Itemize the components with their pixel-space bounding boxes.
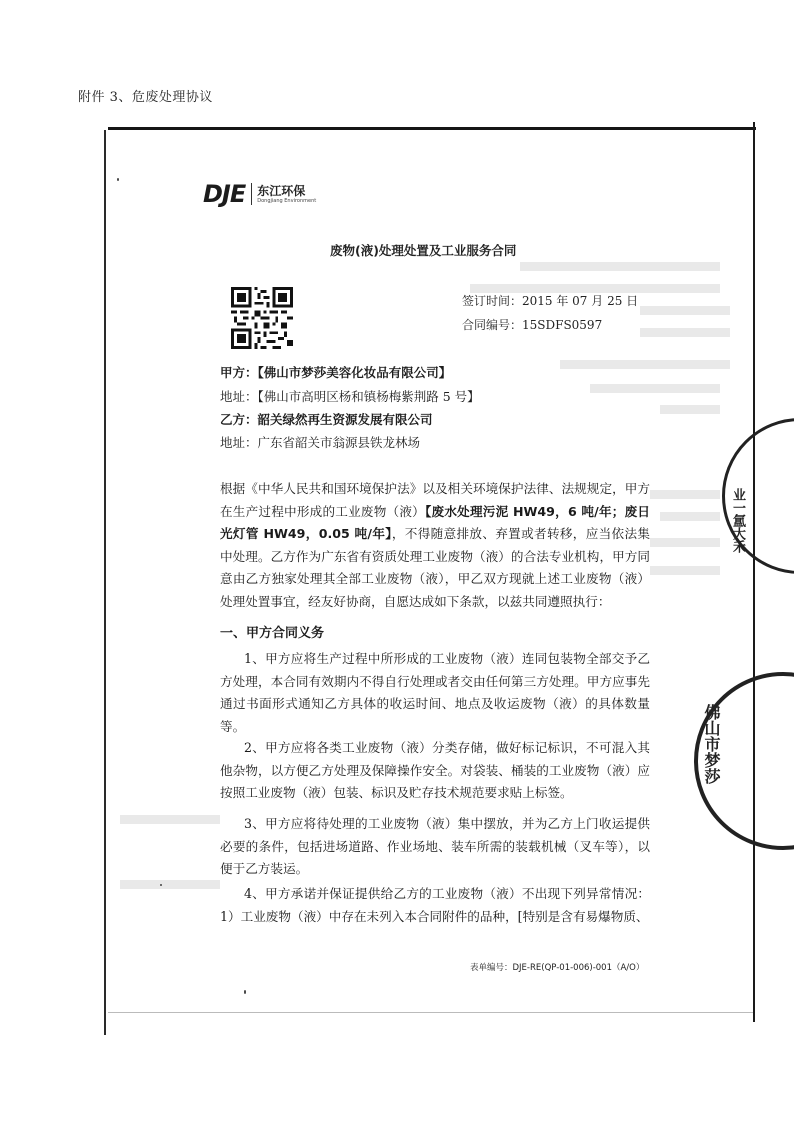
document-title: 废物(液)处理处置及工业服务合同	[330, 243, 517, 258]
qr-code-icon	[231, 287, 293, 349]
section-heading: 一、甲方合同义务	[220, 626, 325, 641]
party-b-address: 地址：广东省韶关市翁源县铁龙林场	[220, 435, 421, 450]
clause-3: 3、甲方应将待处理的工业废物（液）集中摆放，并为乙方上门收运提供必要的条件，包括进场道路、作业场地、装车所需的装载机械（叉车等），以便于乙方装运。	[220, 816, 650, 876]
party-a-address: 地址：【佛山市高明区杨和镇杨梅紫荆路 5 号】	[220, 389, 480, 404]
logo-name-en: Dongjiang Environment	[257, 197, 317, 204]
form-number: 表单编号：DJE-RE(QP-01-006)-001（A/O）	[470, 963, 645, 973]
seal-bottom-text: 佛山市梦莎	[702, 704, 721, 784]
scan-speck	[160, 884, 162, 886]
clause-1: 1、甲方应将生产过程中所形成的工业废物（液）连同包装物全部交予乙方处理，本合同有效期内不得自行处理或者交由任何第三方处理。甲方应事先通过书面形式通知乙方具体的收运时间、地点及收运废物（液）的具体数量等。	[220, 651, 650, 734]
logo-name-cn: 东江环保	[257, 183, 306, 198]
frame-left-border	[104, 130, 106, 1035]
intro-paragraph	[220, 478, 650, 613]
frame-top-border	[108, 127, 756, 130]
frame-bottom-border	[108, 1012, 753, 1013]
clause-4: 4、甲方承诺并保证提供给乙方的工业废物（液）不出现下列异常情况：1）工业废物（液）中存在未列入本合同附件的品种，[特别是含有易爆物质、	[220, 886, 650, 924]
waste-items-emphasis: 【废水处理污泥 HW49，6 吨/年；废日光灯管 HW49，0.05 吨/年】	[220, 503, 650, 541]
logo-separator	[251, 183, 252, 205]
scan-speck	[117, 178, 119, 181]
clause-2: 2、甲方应将各类工业废物（液）分类存储，做好标记标识，不可混入其他杂物，以方便乙方处理及保障操作安全。对袋装、桶装的工业废物（液）应按照工业废物（液）包装、标识及贮存技术规范要求贴上标签。	[220, 740, 650, 800]
company-logo	[203, 180, 316, 208]
intro-text-pre: 根据《中华人民共和国环境保护法》以及相关环境保护法律、法规规定，甲方在生产过程中形成的工业废物（液）	[220, 481, 650, 519]
intro-text-post: ，不得随意排放、弃置或者转移，应当依法集中处理。乙方作为广东省有资质处理工业废物（液）的合法专业机构，甲方同意由乙方独家处理其全部工业废物（液），甲乙双方现就上述工业废物（液）处理处置事宜，经友好协商，自愿达成如下条款，以兹共同遵照执行：	[220, 526, 650, 609]
attachment-header: 附件 3、危废处理协议	[78, 90, 213, 105]
frame-right-border	[753, 122, 755, 1022]
logo-mark: DJE	[203, 180, 246, 208]
seal-top-text: 业一氲大禾	[730, 488, 745, 553]
scan-speck	[244, 990, 246, 994]
contract-number: 合同编号：15SDFS0597	[462, 318, 603, 332]
sign-date: 签订时间：2015 年 07 月 25 日	[462, 294, 639, 308]
party-b: 乙方：韶关绿然再生资源发展有限公司	[220, 412, 433, 427]
party-a: 甲方：【佛山市梦莎美容化妆品有限公司】	[220, 365, 452, 380]
